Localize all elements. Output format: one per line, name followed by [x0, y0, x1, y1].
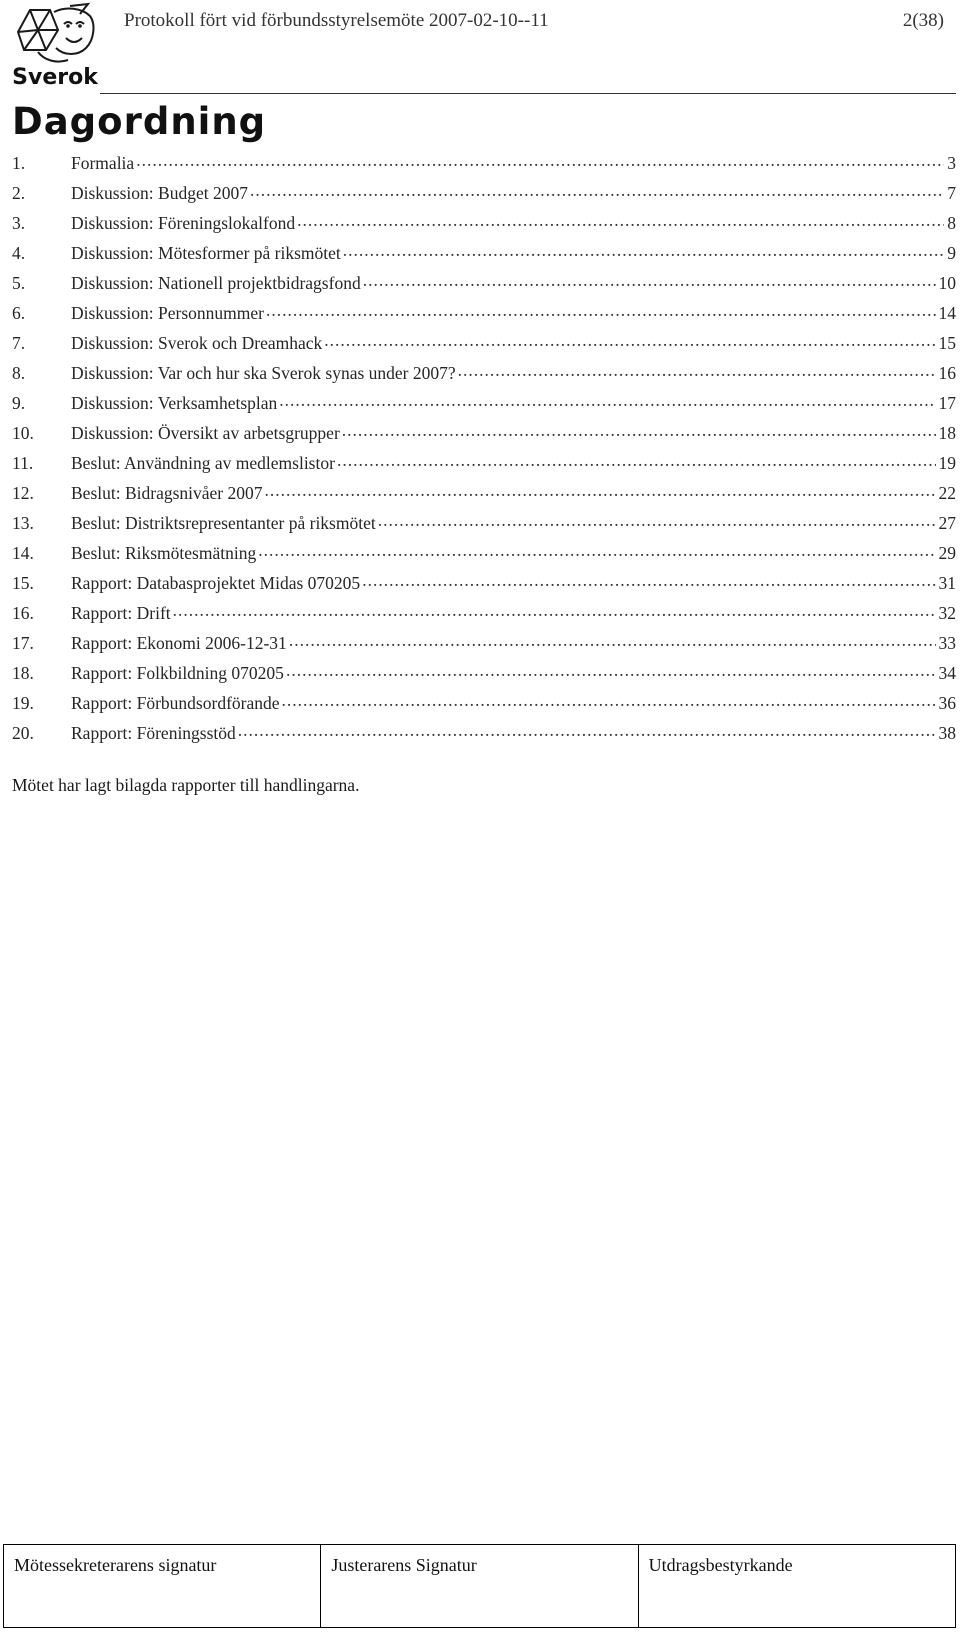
- agenda-item-title: Rapport: Föreningsstöd: [71, 722, 236, 743]
- dot-leader: [363, 271, 936, 289]
- dot-leader: [173, 601, 936, 619]
- agenda-item-number: 12.: [12, 482, 34, 503]
- agenda-item-title: Diskussion: Var och hur ska Sverok synas under 2007?: [71, 362, 456, 383]
- agenda-item-page: 18: [938, 422, 956, 443]
- agenda-item-page: 36: [938, 692, 956, 713]
- agenda-item-title: Beslut: Bidragsnivåer 2007: [71, 482, 263, 503]
- dot-leader: [238, 721, 936, 739]
- agenda-list: [12, 151, 956, 751]
- agenda-item[interactable]: [12, 301, 956, 331]
- agenda-item-page: 32: [938, 602, 956, 623]
- dot-leader: [258, 541, 935, 559]
- agenda-item[interactable]: [12, 451, 956, 481]
- agenda-item-title: Diskussion: Mötesformer på riksmötet: [71, 242, 341, 263]
- agenda-item-title: Beslut: Distriktsrepresentanter på riksmötet: [71, 512, 376, 533]
- agenda-item-page: 31: [938, 572, 956, 593]
- agenda-item-title: Rapport: Folkbildning 070205: [71, 662, 284, 683]
- dot-leader: [282, 691, 936, 709]
- agenda-item-page: 10: [938, 272, 956, 293]
- agenda-item-number: 9.: [12, 392, 26, 413]
- dot-leader: [458, 361, 936, 379]
- agenda-item-number: 1.: [12, 152, 26, 173]
- agenda-item-number: 15.: [12, 572, 34, 593]
- agenda-item-number: 20.: [12, 722, 34, 743]
- dot-leader: [362, 571, 935, 589]
- agenda-item-number: 19.: [12, 692, 34, 713]
- agenda-item-number: 7.: [12, 332, 26, 353]
- agenda-item-page: 17: [938, 392, 956, 413]
- agenda-heading: Dagordning: [12, 100, 267, 143]
- agenda-item-title: Rapport: Förbundsordförande: [71, 692, 280, 713]
- agenda-item-number: 14.: [12, 542, 34, 563]
- agenda-item-page: 14: [938, 302, 956, 323]
- agenda-item-title: Diskussion: Föreningslokalfond: [71, 212, 296, 233]
- dot-leader: [265, 481, 936, 499]
- agenda-item-page: 7: [947, 182, 956, 203]
- agenda-item-number: 2.: [12, 182, 26, 203]
- agenda-item-number: 16.: [12, 602, 34, 623]
- agenda-item[interactable]: [12, 661, 956, 691]
- dot-leader: [378, 511, 936, 529]
- agenda-item-page: 3: [947, 152, 956, 173]
- agenda-item[interactable]: [12, 721, 956, 751]
- agenda-item[interactable]: [12, 571, 956, 601]
- agenda-item[interactable]: [12, 631, 956, 661]
- dot-leader: [286, 661, 936, 679]
- signature-table: [3, 1544, 956, 1628]
- agenda-item-page: 16: [938, 362, 956, 383]
- dot-leader: [279, 391, 935, 409]
- signature-certification: Utdragsbestyrkande: [648, 1555, 793, 1575]
- agenda-item-page: 29: [938, 542, 956, 563]
- agenda-item-page: 33: [938, 632, 956, 653]
- agenda-item-title: Formalia: [71, 152, 135, 173]
- agenda-item-number: 6.: [12, 302, 26, 323]
- agenda-item[interactable]: [12, 421, 956, 451]
- agenda-item-number: 8.: [12, 362, 26, 383]
- sverok-logo: [10, 2, 100, 88]
- agenda-item[interactable]: [12, 331, 956, 361]
- agenda-item-number: 18.: [12, 662, 34, 683]
- agenda-item-number: 10.: [12, 422, 34, 443]
- agenda-item[interactable]: [12, 481, 956, 511]
- agenda-item[interactable]: [12, 151, 956, 181]
- agenda-item-title: Beslut: Riksmötesmätning: [71, 542, 257, 563]
- dot-leader: [337, 451, 936, 469]
- agenda-item[interactable]: [12, 211, 956, 241]
- agenda-item-page: 22: [938, 482, 956, 503]
- agenda-item-title: Diskussion: Nationell projektbidragsfond: [71, 272, 361, 293]
- agenda-item-page: 15: [938, 332, 956, 353]
- agenda-item-title: Diskussion: Verksamhetsplan: [71, 392, 278, 413]
- meeting-note: Mötet har lagt bilagda rapporter till handlingarna.: [12, 775, 360, 795]
- dot-leader: [289, 631, 936, 649]
- dot-leader: [297, 211, 944, 229]
- agenda-item-number: 5.: [12, 272, 26, 293]
- dot-leader: [266, 301, 936, 319]
- dot-leader: [136, 151, 944, 169]
- agenda-item-number: 13.: [12, 512, 34, 533]
- agenda-item-title: Rapport: Databasprojektet Midas 070205: [71, 572, 361, 593]
- agenda-item[interactable]: [12, 541, 956, 571]
- agenda-item-page: 38: [938, 722, 956, 743]
- agenda-item-number: 4.: [12, 242, 26, 263]
- logo-wordmark: Sverok: [12, 65, 98, 88]
- dot-leader: [324, 331, 935, 349]
- agenda-item-title: Diskussion: Personnummer: [71, 302, 264, 323]
- agenda-item[interactable]: [12, 271, 956, 301]
- agenda-item[interactable]: [12, 181, 956, 211]
- agenda-item[interactable]: [12, 361, 956, 391]
- agenda-item[interactable]: [12, 691, 956, 721]
- agenda-item-page: 34: [938, 662, 956, 683]
- agenda-item-title: Diskussion: Översikt av arbetsgrupper: [71, 422, 340, 443]
- agenda-item-title: Beslut: Användning av medlemslistor: [71, 452, 335, 473]
- dot-leader: [343, 241, 944, 259]
- agenda-item-title: Diskussion: Budget 2007: [71, 182, 248, 203]
- agenda-item[interactable]: [12, 241, 956, 271]
- dot-leader: [342, 421, 936, 439]
- agenda-item-number: 17.: [12, 632, 34, 653]
- agenda-item-number: 3.: [12, 212, 26, 233]
- signature-secretary: Mötessekreterarens signatur: [4, 1545, 321, 1627]
- header-divider: [100, 93, 956, 94]
- signature-adjuster: Justerarens Signatur: [321, 1545, 638, 1627]
- agenda-item-title: Rapport: Ekonomi 2006-12-31: [71, 632, 287, 653]
- agenda-item-number: 11.: [12, 452, 34, 473]
- document-title: Protokoll fört vid förbundsstyrelsemöte 2007-02-10--11: [124, 10, 549, 31]
- agenda-item-page: 27: [938, 512, 956, 533]
- agenda-item[interactable]: [12, 391, 956, 421]
- agenda-item[interactable]: [12, 601, 956, 631]
- page-indicator: 2(38): [902, 10, 944, 31]
- agenda-item-title: Diskussion: Sverok och Dreamhack: [71, 332, 323, 353]
- agenda-item[interactable]: [12, 511, 956, 541]
- agenda-item-page: 9: [947, 242, 956, 263]
- agenda-item-page: 19: [938, 452, 956, 473]
- agenda-item-page: 8: [947, 212, 956, 233]
- dot-leader: [250, 181, 944, 199]
- agenda-item-title: Rapport: Drift: [71, 602, 171, 623]
